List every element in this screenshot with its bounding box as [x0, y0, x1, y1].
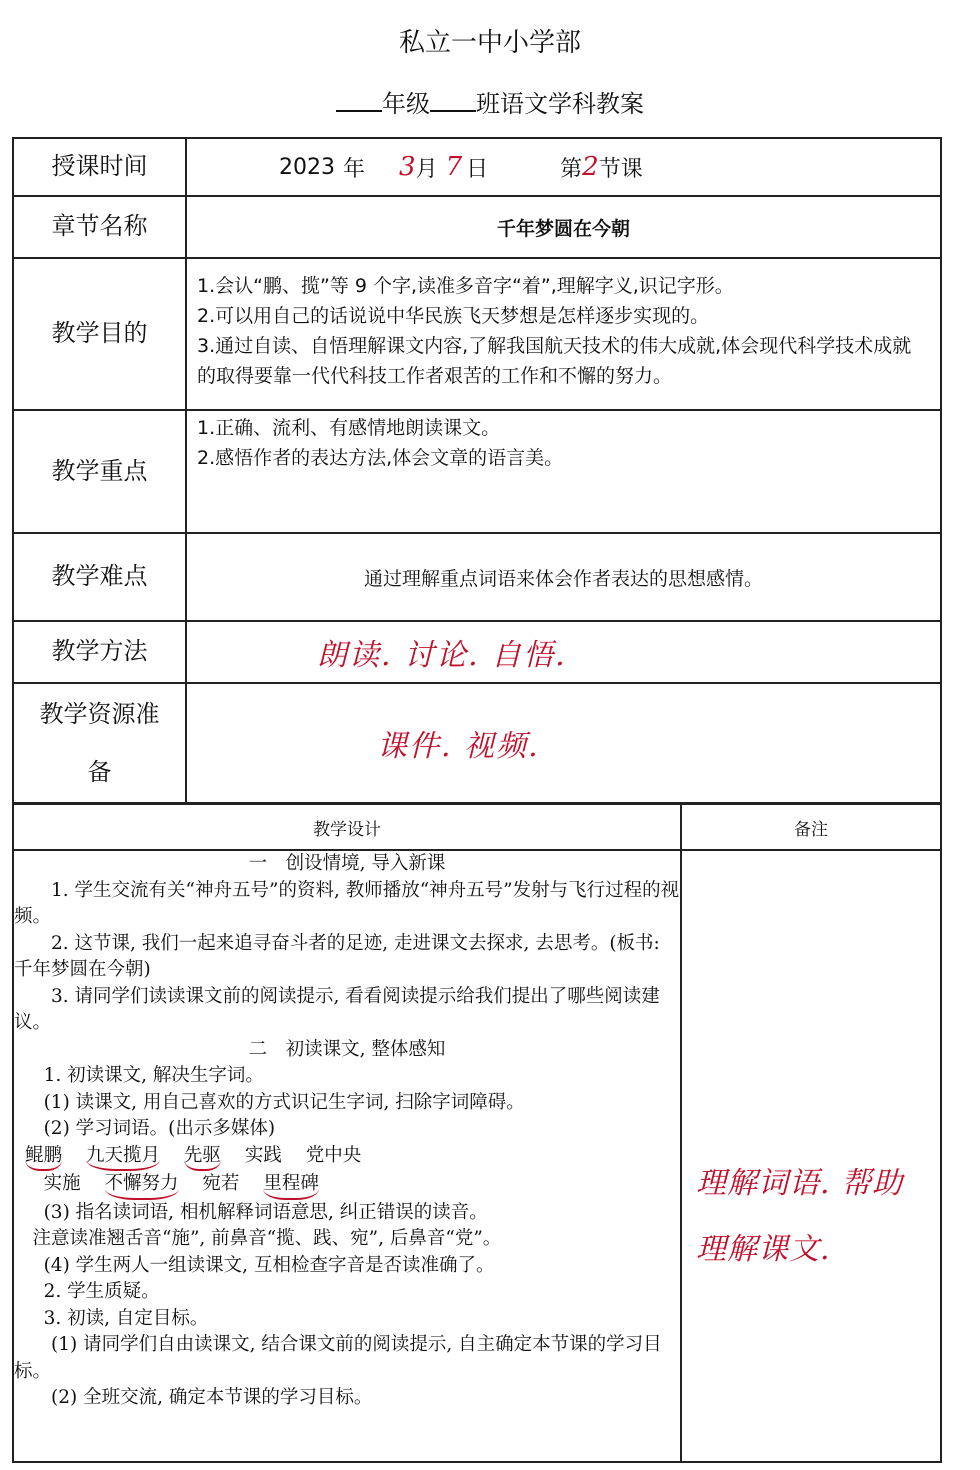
teaching-design-table [12, 803, 942, 1463]
difficulty-text: 通过理解重点词语来体会作者表达的思想感情。 [186, 533, 941, 621]
section-2-title: 二 初读课文, 整体感知 [248, 1038, 446, 1060]
lesson-suffix: 节课 [598, 156, 643, 182]
notes-handwritten: 理解词语. 帮助理解课文. [696, 1166, 904, 1267]
focus-2: 2.感悟作者的表达方法,体会文章的语言美。 [197, 447, 564, 469]
design-header-row [13, 804, 941, 850]
year-unit: 年 [343, 156, 366, 182]
paragraph-12: (1) 请同学们自由读课文, 结合课文前的阅读提示, 自主确定本节课的学习目标。 [14, 1334, 662, 1382]
time-label: 授课时间 [13, 138, 186, 196]
resource-label-line-1: 教学资源准 [39, 700, 160, 728]
notes-header: 备注 [681, 804, 941, 850]
goal-3: 3.通过自读、自悟理解课文内容,了解我国航天技术的伟大成就,体会现代科学技术成就的取得要靠一代代科技工作者艰苦的工作和不懈的努力。 [197, 335, 912, 387]
paragraph-1: 1. 学生交流有关“神舟五号”的资料, 教师播放“神舟五号”发射与飞行过程的视频。 [14, 879, 680, 927]
month-handwritten: 3 [399, 152, 416, 182]
paragraph-11: 3. 初读, 自定目标。 [43, 1307, 209, 1329]
word: 里程碑 [263, 1171, 319, 1200]
word-row-2 [14, 1171, 680, 1200]
difficulty-label: 教学难点 [13, 533, 186, 621]
resource-row [13, 683, 941, 803]
chapter-title: 千年梦圆在今朝 [186, 196, 941, 258]
chapter-label: 章节名称 [13, 196, 186, 258]
time-value [186, 138, 941, 196]
method-handwritten: 朗读. 讨论. 自悟. [317, 638, 567, 673]
paragraph-4: 1. 初读课文, 解决生字词。 [43, 1065, 264, 1086]
word: 实践 [244, 1144, 282, 1166]
focus-row [13, 410, 941, 533]
paragraph-2: 2. 这节课, 我们一起来追寻奋斗者的足迹, 走进课文去探求, 去思考。(板书: 千年梦圆在今朝) [14, 932, 660, 980]
paragraph-8: 注意读准翘舌音“施”, 前鼻音“揽、践、宛”, 后鼻音“党”。 [32, 1228, 502, 1249]
lesson-plan-title [0, 84, 980, 119]
word: 党中央 [305, 1144, 362, 1166]
year: 2023 [279, 154, 335, 180]
section-1-title: 一 创设情境, 导入新课 [248, 853, 446, 874]
lesson-info-table [12, 137, 942, 804]
method-row [13, 621, 941, 683]
day-handwritten: 7 [445, 152, 463, 182]
resource-content [186, 683, 941, 803]
goal-1: 1.会认“鹏、揽”等 9 个字,读准多音字“着”,理解字义,识记字形。 [197, 275, 734, 297]
design-header: 教学设计 [13, 804, 681, 850]
month-unit: 月 [415, 156, 438, 182]
class-blank [430, 90, 476, 112]
goals-row [13, 258, 941, 410]
method-label: 教学方法 [13, 621, 186, 683]
resource-handwritten: 课件. 视频. [377, 729, 540, 764]
word: 宛若 [202, 1173, 240, 1194]
word: 不懈努力 [105, 1171, 179, 1200]
paragraph-9: (4) 学生两人一组读课文, 互相检查字音是否读准确了。 [43, 1254, 495, 1276]
lesson-prefix: 第 [560, 156, 583, 182]
word: 先驱 [184, 1143, 221, 1172]
focus-1: 1.正确、流利、有感情地朗读课文。 [197, 417, 501, 439]
school-name: 私立一中小学部 [398, 28, 581, 58]
method-content [186, 621, 941, 683]
lesson-number-handwritten: 2 [582, 152, 599, 182]
goals-label: 教学目的 [13, 258, 186, 410]
word: 鲲鹏 [25, 1143, 62, 1172]
focus-content [186, 410, 941, 533]
difficulty-row [13, 533, 941, 621]
notes-body [681, 850, 941, 1462]
resource-label [13, 683, 186, 803]
design-body-row [13, 850, 941, 1462]
grade-blank [336, 90, 382, 112]
class-label: 班语文学科教案 [476, 90, 644, 118]
paragraph-5: (1) 读课文, 用自己喜欢的方式识记生字词, 扫除字词障碍。 [43, 1091, 525, 1113]
resource-label-line-2: 备 [87, 758, 112, 786]
paragraph-6: (2) 学习词语。(出示多媒体) [43, 1118, 276, 1139]
paragraph-10: 2. 学生质疑。 [43, 1281, 160, 1302]
paragraph-7: (3) 指名读词语, 相机解释词语意思, 纠正错误的读音。 [43, 1201, 488, 1223]
word-row-1 [14, 1143, 680, 1172]
design-body [13, 850, 681, 1462]
paragraph-3: 3. 请同学们读读课文前的阅读提示, 看看阅读提示给我们提出了哪些阅读建议。 [14, 985, 660, 1033]
word: 实施 [43, 1173, 81, 1194]
time-row [13, 138, 941, 196]
goal-2: 2.可以用自己的话说说中华民族飞天梦想是怎样逐步实现的。 [197, 305, 710, 327]
goals-content [186, 258, 941, 410]
focus-label: 教学重点 [13, 410, 186, 533]
grade-label: 年级 [382, 90, 430, 118]
day-unit: 日 [466, 156, 489, 182]
chapter-row [13, 196, 941, 258]
word: 九天揽月 [86, 1143, 160, 1172]
paragraph-13: (2) 全班交流, 确定本节课的学习目标。 [51, 1387, 373, 1408]
